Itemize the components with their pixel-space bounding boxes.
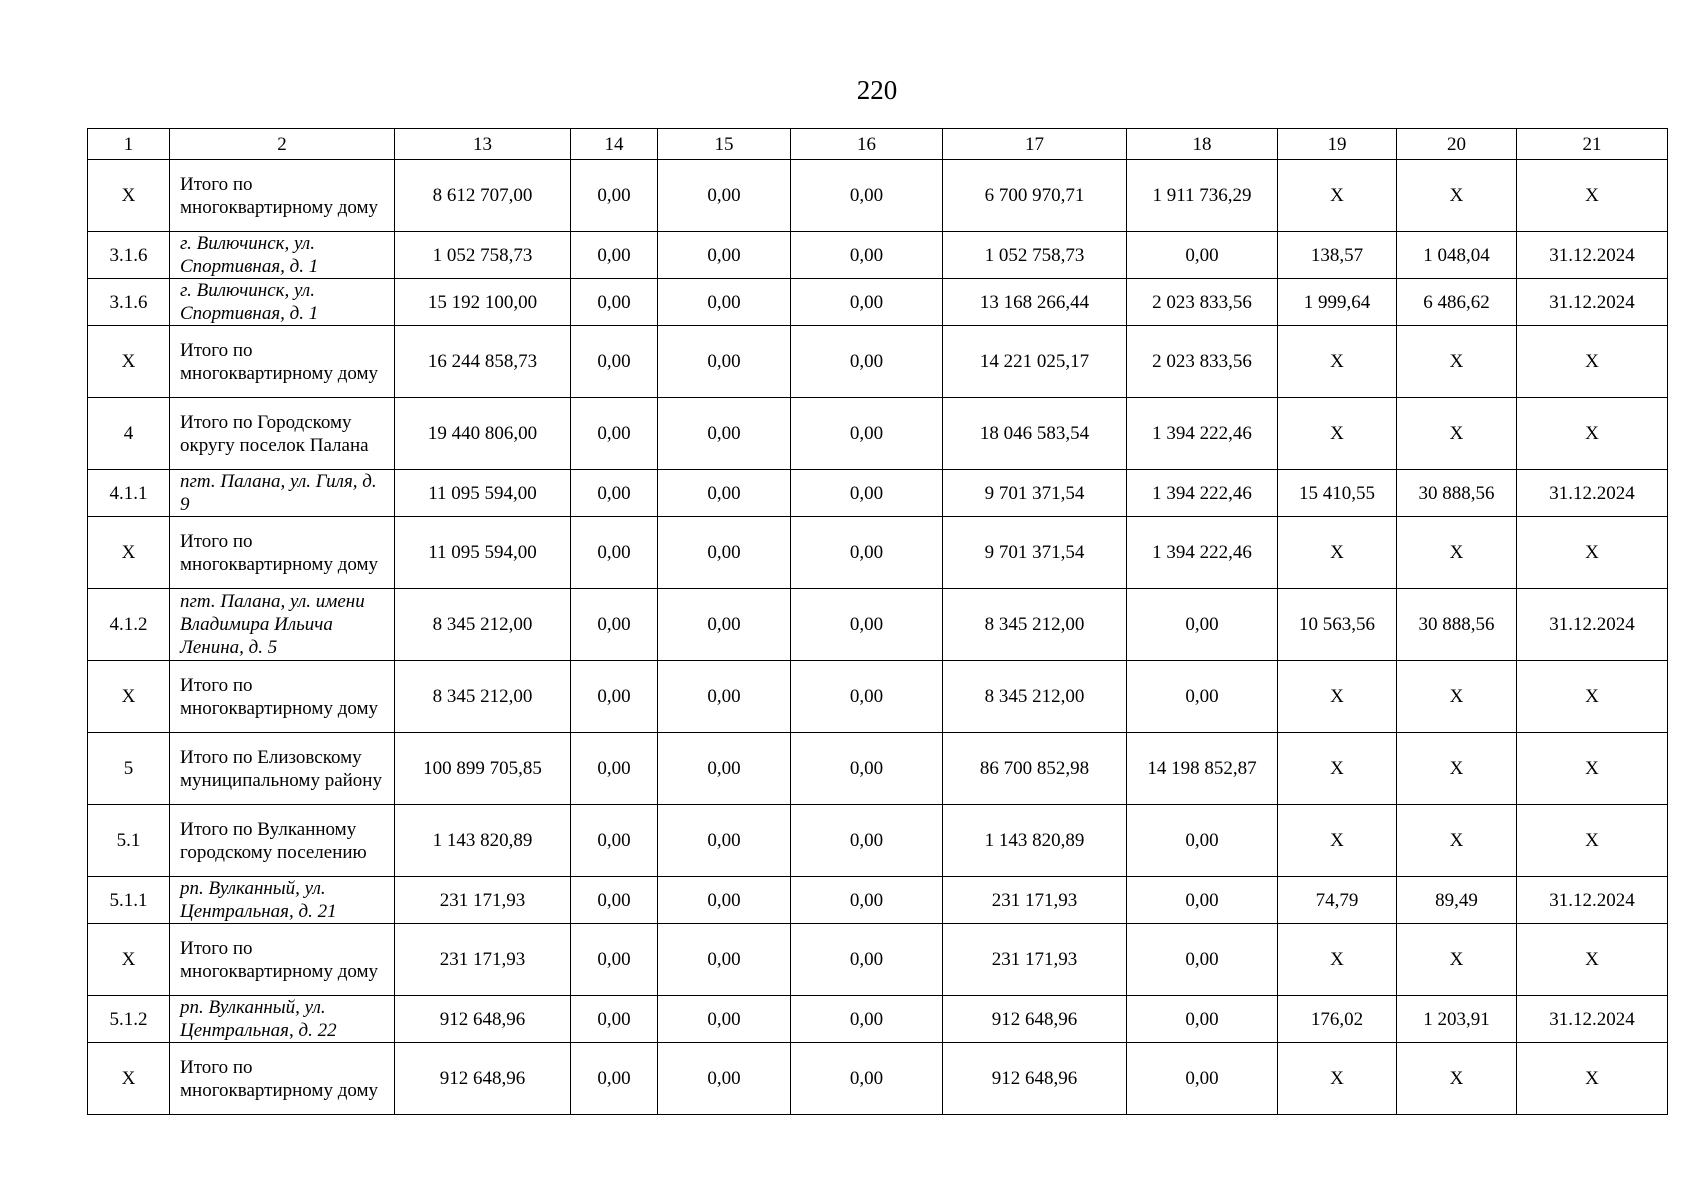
table-cell: 8 612 707,00 — [395, 160, 571, 232]
row-number-cell: X — [88, 1043, 170, 1115]
table-cell: 0,00 — [658, 279, 791, 326]
column-header: 20 — [1397, 129, 1517, 160]
table-cell: 16 244 858,73 — [395, 326, 571, 398]
table-cell: 1 911 736,29 — [1127, 160, 1278, 232]
column-header: 18 — [1127, 129, 1278, 160]
table-cell: 0,00 — [791, 279, 943, 326]
table-cell: X — [1278, 398, 1397, 470]
table-cell: 0,00 — [571, 470, 658, 517]
table-cell: 0,00 — [658, 733, 791, 805]
table-cell: X — [1278, 661, 1397, 733]
table-cell: 0,00 — [571, 805, 658, 877]
table-cell: 0,00 — [571, 661, 658, 733]
table-cell: 1 394 222,46 — [1127, 398, 1278, 470]
row-name-cell: Итого по Елизовскому муниципальному району — [170, 733, 395, 805]
row-number-cell: 5.1.2 — [88, 996, 170, 1043]
table-cell: 15 192 100,00 — [395, 279, 571, 326]
table-cell: 231 171,93 — [395, 877, 571, 924]
table-row — [88, 517, 1668, 589]
table-cell: 138,57 — [1278, 232, 1397, 279]
table-cell: 0,00 — [571, 279, 658, 326]
table-cell: 30 888,56 — [1397, 589, 1517, 661]
table-cell: X — [1397, 326, 1517, 398]
row-number-cell: X — [88, 160, 170, 232]
header-row — [88, 129, 1668, 160]
table-cell: X — [1397, 661, 1517, 733]
table-cell: 9 701 371,54 — [943, 470, 1127, 517]
column-header: 15 — [658, 129, 791, 160]
row-name-cell: пгт. Палана, ул. Гиля, д. 9 — [170, 470, 395, 517]
table-cell: 0,00 — [658, 160, 791, 232]
table-cell: X — [1278, 805, 1397, 877]
table-cell: 89,49 — [1397, 877, 1517, 924]
table-cell: 18 046 583,54 — [943, 398, 1127, 470]
table-cell: 0,00 — [658, 996, 791, 1043]
table-cell: X — [1397, 805, 1517, 877]
row-name-cell: г. Вилючинск, ул. Спортивная, д. 1 — [170, 279, 395, 326]
table-cell: 8 345 212,00 — [395, 661, 571, 733]
table-cell: 0,00 — [791, 877, 943, 924]
table-cell: 1 394 222,46 — [1127, 470, 1278, 517]
table-cell: 2 023 833,56 — [1127, 326, 1278, 398]
table-cell: 6 700 970,71 — [943, 160, 1127, 232]
table-cell: 19 440 806,00 — [395, 398, 571, 470]
row-name-cell: Итого по многоквартирному дому — [170, 517, 395, 589]
table-row — [88, 398, 1668, 470]
row-number-cell: 5 — [88, 733, 170, 805]
table-cell: 0,00 — [791, 924, 943, 996]
table-cell: 0,00 — [791, 1043, 943, 1115]
column-header: 2 — [170, 129, 395, 160]
table-cell: 0,00 — [571, 232, 658, 279]
table-cell: X — [1517, 160, 1668, 232]
row-number-cell: 4 — [88, 398, 170, 470]
table-body — [88, 160, 1668, 1115]
table-cell: 0,00 — [658, 1043, 791, 1115]
table-cell: 1 048,04 — [1397, 232, 1517, 279]
table-cell: 0,00 — [571, 517, 658, 589]
table-row — [88, 1043, 1668, 1115]
table-row — [88, 470, 1668, 517]
table-cell: 1 052 758,73 — [395, 232, 571, 279]
table-cell: 31.12.2024 — [1517, 470, 1668, 517]
table-cell: 8 345 212,00 — [943, 661, 1127, 733]
table-row — [88, 160, 1668, 232]
table-cell: 0,00 — [658, 517, 791, 589]
row-name-cell: Итого по Городскому округу поселок Палана — [170, 398, 395, 470]
row-name-cell: г. Вилючинск, ул. Спортивная, д. 1 — [170, 232, 395, 279]
table-cell: X — [1517, 924, 1668, 996]
table-cell: 31.12.2024 — [1517, 589, 1668, 661]
table-cell: 912 648,96 — [943, 996, 1127, 1043]
table-cell: 8 345 212,00 — [943, 589, 1127, 661]
table-row — [88, 661, 1668, 733]
table-cell: X — [1278, 1043, 1397, 1115]
table-cell: 0,00 — [658, 326, 791, 398]
table-cell: X — [1278, 924, 1397, 996]
row-name-cell: Итого по многоквартирному дому — [170, 924, 395, 996]
table-cell: 0,00 — [791, 470, 943, 517]
table-cell: 0,00 — [658, 661, 791, 733]
table-cell: X — [1397, 924, 1517, 996]
table-cell: 1 999,64 — [1278, 279, 1397, 326]
table-cell: X — [1517, 326, 1668, 398]
table-cell: 0,00 — [571, 877, 658, 924]
row-name-cell: рп. Вулканный, ул. Центральная, д. 21 — [170, 877, 395, 924]
table-cell: X — [1397, 398, 1517, 470]
table-cell: 0,00 — [791, 805, 943, 877]
table-cell: 0,00 — [658, 589, 791, 661]
row-name-cell: Итого по многоквартирному дому — [170, 661, 395, 733]
table-cell: X — [1397, 1043, 1517, 1115]
table-cell: 912 648,96 — [395, 1043, 571, 1115]
table-cell: 0,00 — [791, 996, 943, 1043]
row-number-cell: 4.1.2 — [88, 589, 170, 661]
column-header: 16 — [791, 129, 943, 160]
table-cell: 0,00 — [1127, 589, 1278, 661]
row-number-cell: 4.1.1 — [88, 470, 170, 517]
table-cell: X — [1397, 733, 1517, 805]
table-cell: 9 701 371,54 — [943, 517, 1127, 589]
column-header: 21 — [1517, 129, 1668, 160]
row-number-cell: 3.1.6 — [88, 232, 170, 279]
page-number: 220 — [856, 75, 898, 105]
table-cell: 10 563,56 — [1278, 589, 1397, 661]
column-header: 14 — [571, 129, 658, 160]
table-cell: X — [1278, 326, 1397, 398]
row-number-cell: X — [88, 326, 170, 398]
table-cell: 8 345 212,00 — [395, 589, 571, 661]
table-cell: X — [1278, 160, 1397, 232]
row-number-cell: 5.1.1 — [88, 877, 170, 924]
row-number-cell: X — [88, 517, 170, 589]
row-number-cell: X — [88, 924, 170, 996]
table-cell: 1 203,91 — [1397, 996, 1517, 1043]
table-row — [88, 733, 1668, 805]
table-cell: 13 168 266,44 — [943, 279, 1127, 326]
table-cell: 100 899 705,85 — [395, 733, 571, 805]
row-name-cell: Итого по многоквартирному дому — [170, 160, 395, 232]
table-cell: 0,00 — [571, 398, 658, 470]
table-cell: 0,00 — [1127, 1043, 1278, 1115]
table-cell: 0,00 — [791, 733, 943, 805]
table-row — [88, 232, 1668, 279]
table-cell: X — [1517, 805, 1668, 877]
table-cell: 86 700 852,98 — [943, 733, 1127, 805]
table-cell: 0,00 — [791, 326, 943, 398]
row-name-cell: Итого по Вулканному городскому поселению — [170, 805, 395, 877]
table-cell: 1 394 222,46 — [1127, 517, 1278, 589]
table-cell: 912 648,96 — [395, 996, 571, 1043]
table-row — [88, 326, 1668, 398]
column-header: 1 — [88, 129, 170, 160]
table-cell: X — [1517, 1043, 1668, 1115]
table-cell: 31.12.2024 — [1517, 877, 1668, 924]
table-cell: 0,00 — [791, 661, 943, 733]
table-cell: 1 052 758,73 — [943, 232, 1127, 279]
table-cell: X — [1517, 517, 1668, 589]
table-cell: 0,00 — [571, 733, 658, 805]
table-cell: X — [1517, 661, 1668, 733]
table-cell: 6 486,62 — [1397, 279, 1517, 326]
table-cell: 0,00 — [1127, 232, 1278, 279]
table-cell: 0,00 — [571, 326, 658, 398]
column-header: 19 — [1278, 129, 1397, 160]
table-cell: X — [1397, 517, 1517, 589]
column-header: 13 — [395, 129, 571, 160]
table-cell: 0,00 — [1127, 661, 1278, 733]
row-name-cell: пгт. Палана, ул. имени Владимира Ильича Ленина, д. 5 — [170, 589, 395, 661]
table-cell: 1 143 820,89 — [395, 805, 571, 877]
table-cell: 0,00 — [791, 232, 943, 279]
table-row — [88, 279, 1668, 326]
table-row — [88, 805, 1668, 877]
table-cell: 231 171,93 — [395, 924, 571, 996]
table-cell: 0,00 — [791, 589, 943, 661]
table-cell: 0,00 — [658, 232, 791, 279]
table-cell: 0,00 — [571, 924, 658, 996]
table-cell: 1 143 820,89 — [943, 805, 1127, 877]
table-cell: 11 095 594,00 — [395, 517, 571, 589]
table-cell: 31.12.2024 — [1517, 279, 1668, 326]
row-number-cell: 3.1.6 — [88, 279, 170, 326]
table-cell: X — [1397, 160, 1517, 232]
table-cell: 0,00 — [658, 805, 791, 877]
table-row — [88, 924, 1668, 996]
table-cell: 2 023 833,56 — [1127, 279, 1278, 326]
table-row — [88, 996, 1668, 1043]
table-cell: 176,02 — [1278, 996, 1397, 1043]
table-cell: 0,00 — [1127, 805, 1278, 877]
row-name-cell: Итого по многоквартирному дому — [170, 326, 395, 398]
table-cell: 14 221 025,17 — [943, 326, 1127, 398]
table-cell: 231 171,93 — [943, 877, 1127, 924]
table-cell: 0,00 — [791, 398, 943, 470]
table-cell: X — [1278, 517, 1397, 589]
table-cell: 0,00 — [1127, 996, 1278, 1043]
row-number-cell: X — [88, 661, 170, 733]
table-cell: 0,00 — [658, 398, 791, 470]
row-name-cell: Итого по многоквартирному дому — [170, 1043, 395, 1115]
table-cell: 74,79 — [1278, 877, 1397, 924]
table-cell: 0,00 — [1127, 924, 1278, 996]
table-cell: 0,00 — [791, 517, 943, 589]
row-number-cell: 5.1 — [88, 805, 170, 877]
table-cell: 0,00 — [658, 470, 791, 517]
table-cell: 0,00 — [658, 877, 791, 924]
table-cell: X — [1278, 733, 1397, 805]
table-cell: 0,00 — [658, 924, 791, 996]
table-row — [88, 589, 1668, 661]
table-cell: 14 198 852,87 — [1127, 733, 1278, 805]
row-name-cell: рп. Вулканный, ул. Центральная, д. 22 — [170, 996, 395, 1043]
data-table — [87, 128, 1668, 1115]
table-cell: 11 095 594,00 — [395, 470, 571, 517]
table-cell: 31.12.2024 — [1517, 996, 1668, 1043]
table-cell: 912 648,96 — [943, 1043, 1127, 1115]
table-cell: 231 171,93 — [943, 924, 1127, 996]
table-cell: 15 410,55 — [1278, 470, 1397, 517]
table-cell: 0,00 — [571, 160, 658, 232]
table-cell: 0,00 — [571, 589, 658, 661]
table-cell: 30 888,56 — [1397, 470, 1517, 517]
table-cell: X — [1517, 733, 1668, 805]
table-cell: X — [1517, 398, 1668, 470]
table-cell: 0,00 — [1127, 877, 1278, 924]
table-cell: 0,00 — [571, 996, 658, 1043]
table-cell: 31.12.2024 — [1517, 232, 1668, 279]
column-header: 17 — [943, 129, 1127, 160]
table-cell: 0,00 — [791, 160, 943, 232]
table-cell: 0,00 — [571, 1043, 658, 1115]
table-row — [88, 877, 1668, 924]
